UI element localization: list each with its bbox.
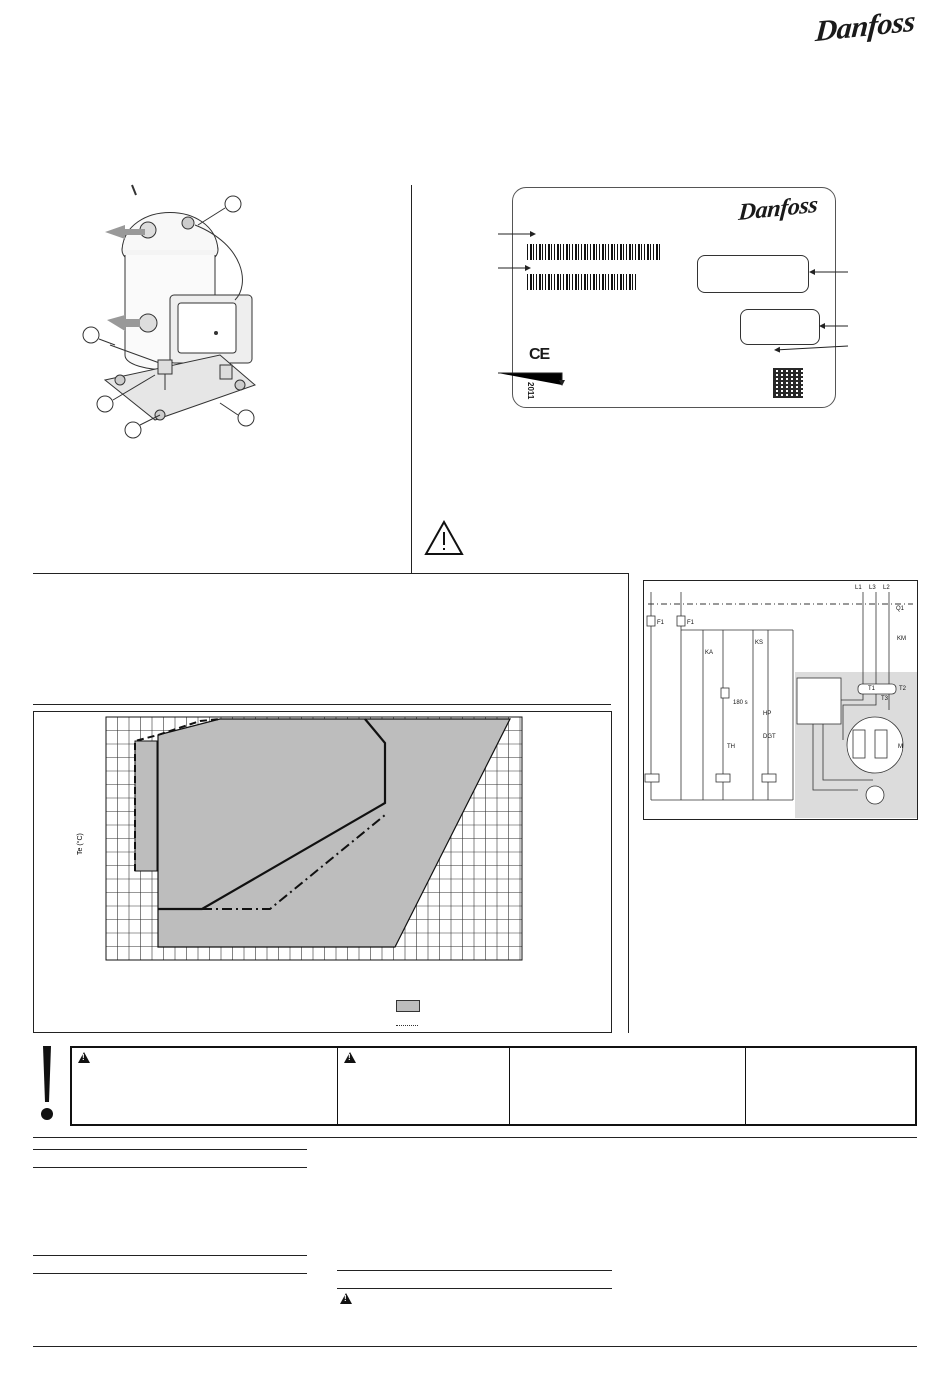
svg-text:F1: F1 [657,620,665,626]
danfoss-logo: Danfoss [814,4,916,49]
svg-text:180 s: 180 s [733,700,748,706]
warning-triangle-icon [78,1052,90,1063]
warning-cell-3 [510,1048,746,1124]
warning-triangle-icon [344,1052,356,1063]
warning-cell-1 [72,1048,338,1124]
y-axis-label: Te (°C) [77,833,84,855]
section-divider-right [628,573,629,1033]
svg-text:KA: KA [705,650,714,656]
separator-bottom-6 [337,1270,612,1271]
separator-2 [33,704,611,705]
section-divider-vertical [411,185,412,573]
envelope-extension [135,741,157,871]
legend-shaded-swatch [396,1000,420,1012]
separator-bottom-2 [33,1149,307,1150]
separator-bottom-3 [33,1167,307,1168]
svg-text:T2: T2 [899,686,907,692]
svg-text:T1: T1 [868,686,876,692]
ce-mark: CE [529,346,550,363]
warning-cell-2 [338,1048,510,1124]
svg-text:KM: KM [897,636,906,642]
nameplate-callouts [490,220,860,390]
warning-icon [424,520,464,556]
svg-text:HP: HP [763,711,772,717]
svg-text:L3: L3 [869,585,876,591]
separator-1 [33,573,628,574]
wiring-diagram [643,580,918,820]
svg-text:L2: L2 [883,585,890,591]
svg-text:F1: F1 [687,620,695,626]
separator-bottom-4 [33,1255,307,1256]
separator-bottom-7 [337,1288,612,1289]
svg-text:Q1: Q1 [896,606,905,612]
warning-table [70,1046,917,1126]
operating-map [60,715,530,1035]
compressor-illustration [70,175,270,445]
warning-triangle-icon [340,1293,352,1304]
exclamation-icon [40,1046,54,1122]
svg-text:T3: T3 [881,696,889,702]
legend-dotted-line [396,1025,418,1026]
svg-text:M: M [898,744,903,750]
production-year: 2011 [526,382,535,400]
svg-text:KS: KS [755,640,764,646]
nameplate-logo: Danfoss [737,192,819,227]
warning-cell-4 [746,1048,915,1124]
separator-bottom-1 [33,1137,917,1138]
separator-footer [33,1346,917,1347]
svg-text:DGT: DGT [763,734,776,740]
svg-text:TH: TH [727,744,735,750]
separator-bottom-5 [33,1273,307,1274]
svg-text:L1: L1 [855,585,862,591]
